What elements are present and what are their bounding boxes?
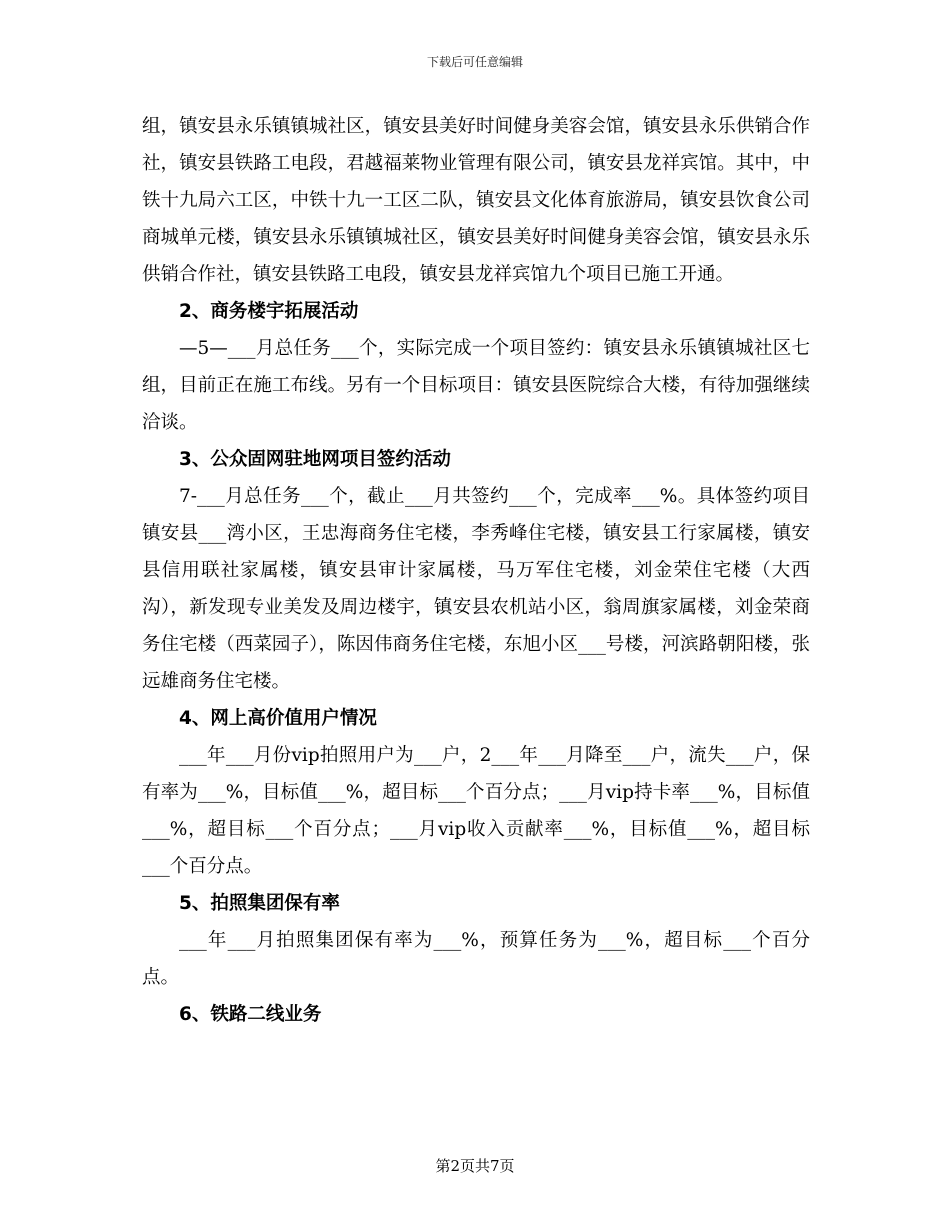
paragraph-fixed-network: 7-___月总任务___个，截止___月共签约___个，完成率___%。具体签约项目镇安县___湾小区，王忠海商务住宅楼，李秀峰住宅楼，镇安县工行家属楼，镇安县信用联社家属楼，镇安县审计家属楼，马万军住宅楼，刘金荣住宅楼（大西沟），新发现专业美发及周边楼宇，镇安县农机站小区，翁周旗家属楼，刘金荣商务住宅楼（西菜园子），陈因伟商务住宅楼，东旭小区___号楼，河滨路朝阳楼，张远雄商务住宅楼。 [142, 486, 810, 692]
page-number: 第2页共7页 [435, 1157, 515, 1175]
paragraph-group-retention: ___年___月拍照集团保有率为___%，预算任务为___%，超目标___个百分点。 [142, 930, 810, 988]
document-body [142, 108, 810, 1033]
section-heading-fixed-network: 3、公众固网驻地网项目签约活动 [179, 449, 451, 470]
paragraph-projects-list: 组，镇安县永乐镇镇城社区，镇安县美好时间健身美容会馆，镇安县永乐供销合作社，镇安县铁路工电段，君越福莱物业管理有限公司，镇安县龙祥宾馆。其中，中铁十九局六工区，中铁十九一工区二队，镇安县文化体育旅游局，镇安县饮食公司商城单元楼，镇安县永乐镇镇城社区，镇安县美好时间健身美容会馆，镇安县永乐供销合作社，镇安县铁路工电段，镇安县龙祥宾馆九个项目已施工开通。 [142, 116, 810, 285]
paragraph-commercial-buildings: —5—___月总任务___个，实际完成一个项目签约：镇安县永乐镇镇城社区七组，目前正在施工布线。另有一个目标项目：镇安县医院综合大楼，有待加强继续洽谈。 [142, 338, 810, 433]
page-header: 下载后可任意编辑 [426, 55, 523, 69]
section-heading-high-value-users: 4、网上高价值用户情况 [179, 708, 377, 729]
section-heading-group-retention: 5、拍照集团保有率 [179, 893, 340, 914]
section-heading-commercial-buildings: 2、商务楼宇拓展活动 [179, 301, 359, 322]
paragraph-high-value-users: ___年___月份vip拍照用户为___户，2___年___月降至___户，流失___户，保有率为___%，目标值___%，超目标___个百分点；___月vip持卡率___%，目标值___%，超目标___个百分点；___月vip收入贡献率___%，目标值___%，超目标___个百分点。 [142, 745, 810, 877]
section-heading-railway-line: 6、铁路二线业务 [179, 1004, 322, 1025]
